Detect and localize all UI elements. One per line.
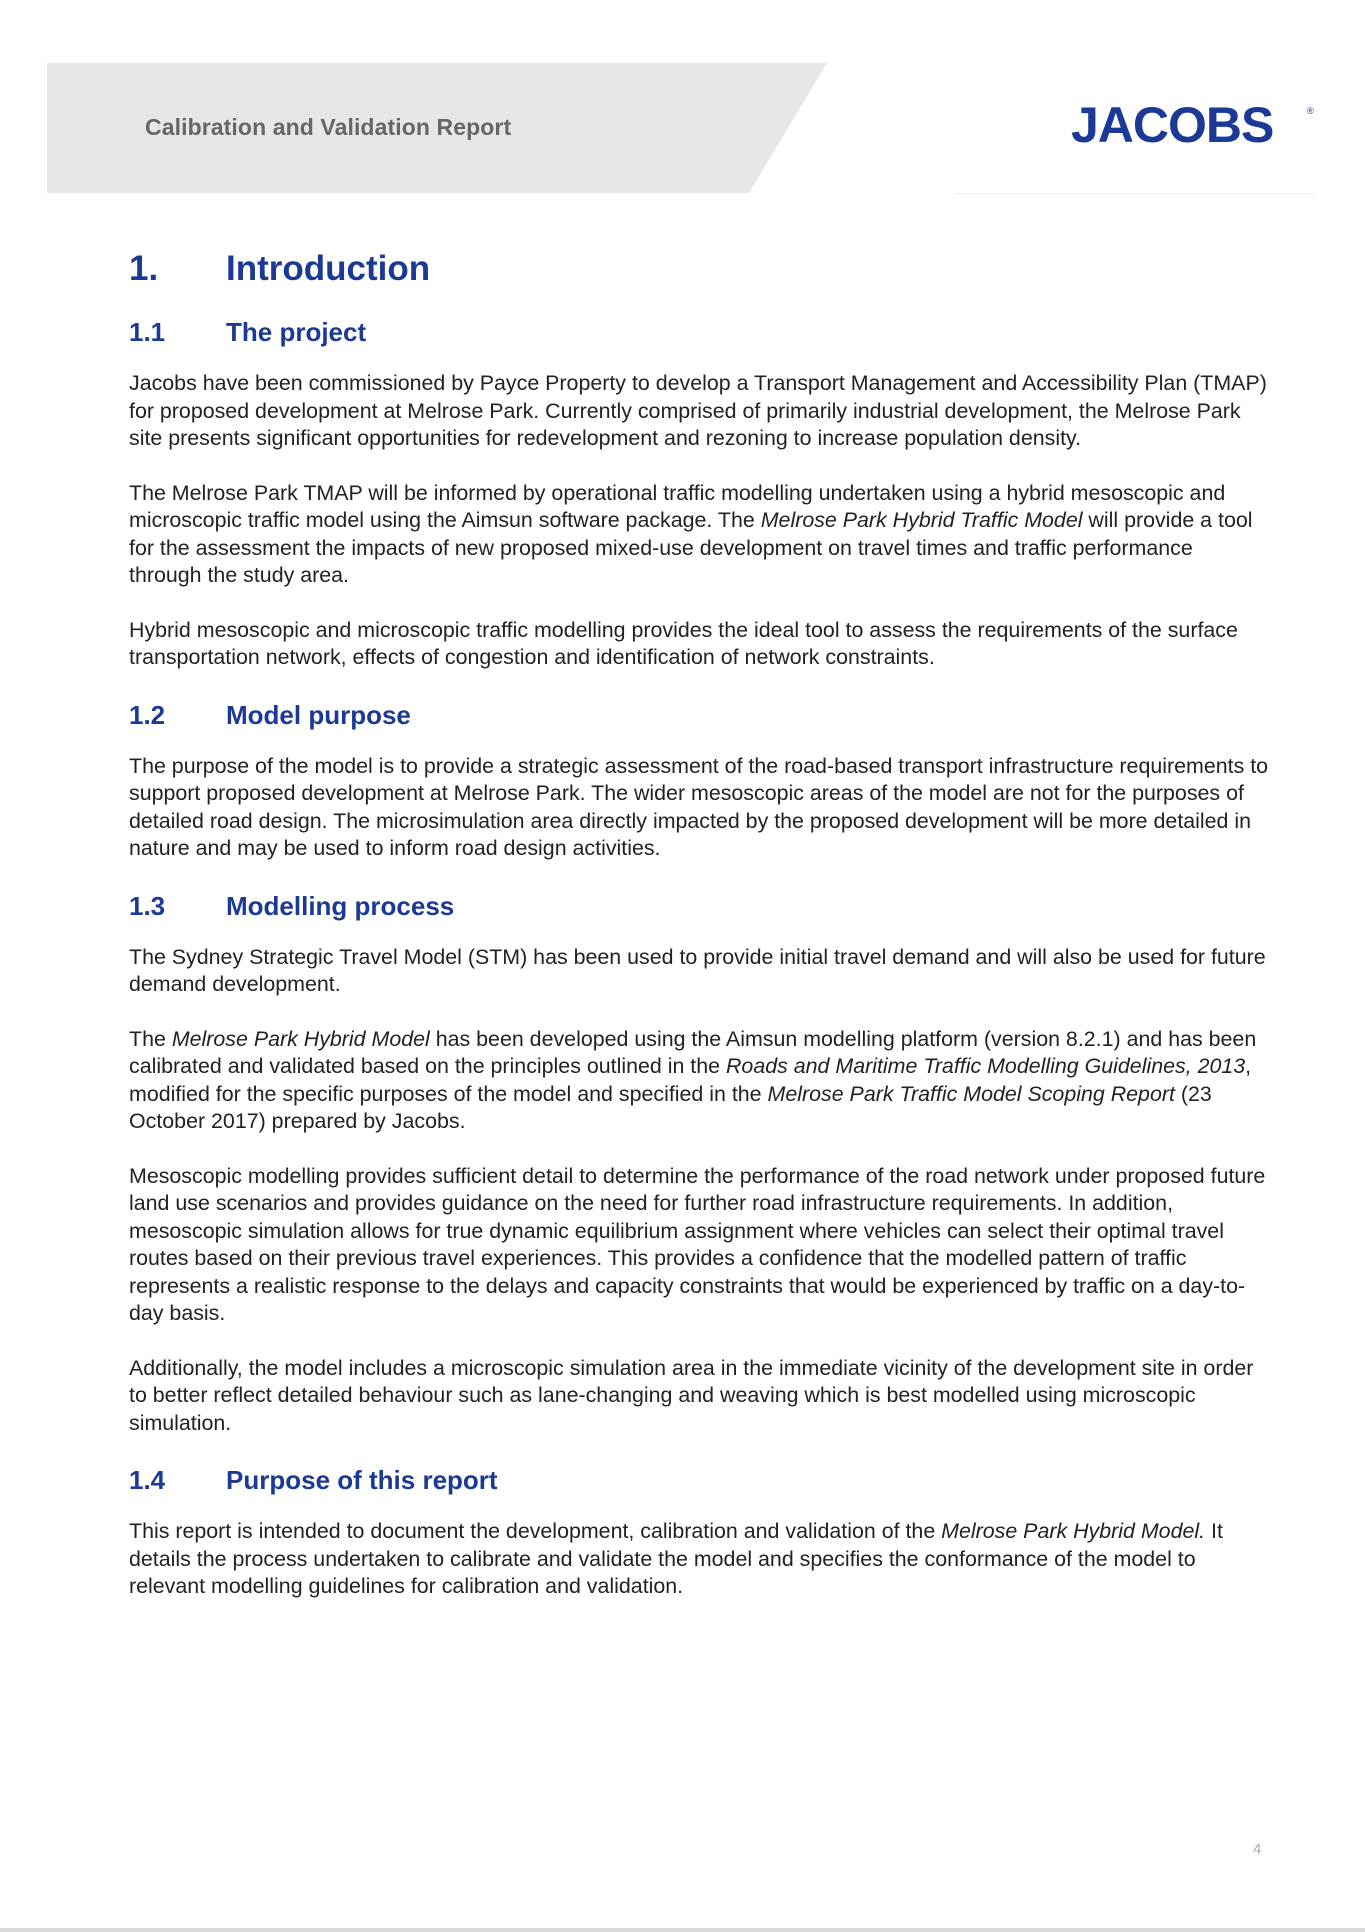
text-run: Hybrid mesoscopic and microscopic traffic modelling provides the ideal tool to assess the requirements of the surface transportation network, effects of congestion and identification of network constraints. (129, 617, 1238, 669)
section-number: 1.3 (129, 890, 166, 921)
section-number: 1.1 (129, 317, 166, 347)
italic-run: Melrose Park Traffic Model Scoping Report (767, 1081, 1175, 1106)
text-run: The Melrose Park TMAP will be informed by operational traffic modelling undertaken using a hybrid mesoscopic and microscopic traffic model using the Aimsun software package. The (129, 480, 1226, 532)
section-title: Purpose of this report (226, 1465, 498, 1495)
text-run: The Sydney Strategic Travel Model (STM) has been used to provide initial travel demand and will also be used for future demand development. (129, 944, 1266, 996)
text-run: It details the process undertaken to calibrate and validate the model and specifies the conformance of the model to relevant modelling guidelines for calibration and validation. (129, 1519, 1223, 1598)
text-run: This report is intended to document the development, calibration and validation of the (129, 1519, 942, 1543)
paragraph (129, 617, 1269, 672)
text-run: The purpose of the model is to provide a strategic assessment of the road-based transport infrastructure requirements to support proposed development at Melrose Park. The wider mesoscopic areas of the model are not for the purposes of detailed road design. The microsimulation area directly impacted by the proposed development will be more detailed in nature and may be used to inform road design activities. (129, 753, 1269, 860)
section-heading (129, 1464, 1269, 1496)
section-number: 1.2 (129, 699, 166, 730)
text-run: (23 October 2017) prepared by Jacobs. (129, 1081, 1212, 1133)
page-number: 4 (1253, 1841, 1262, 1858)
section-title: The project (226, 317, 367, 347)
paragraph (129, 753, 1269, 863)
paragraph (129, 1355, 1269, 1438)
text-run: The (129, 1026, 172, 1051)
italic-run: Melrose Park Hybrid Traffic Model (760, 508, 1083, 532)
text-run: Additionally, the model includes a microscopic simulation area in the immediate vicinity of the development site in order to better reflect detailed behaviour such as lane-changing and weaving which is best modelled using microscopic simulation. (129, 1355, 1254, 1435)
header-divider (955, 193, 1315, 194)
chapter-title: Introduction (226, 249, 431, 288)
section-heading (129, 316, 1269, 348)
section-title: Modelling process (226, 890, 455, 921)
section-purpose-of-report (129, 1464, 1269, 1601)
document-body (129, 246, 1269, 1628)
section-heading (129, 699, 1269, 731)
text-run: has been developed using the Aimsun modelling platform (version 8.2.1) and has been calibrated and validated based on the principles outlined in the (129, 1026, 1257, 1078)
paragraph (129, 480, 1269, 590)
paragraph (129, 1026, 1269, 1136)
chapter-heading (129, 246, 1269, 292)
text-run: , modified for the specific purposes of the model and specified in the (129, 1054, 1252, 1106)
text-run: will provide a tool for the assessment the impacts of new proposed mixed-use development on travel times and traffic performance through the study area. (129, 508, 1253, 587)
chapter-number: 1. (129, 249, 159, 288)
logo-registered-mark: ® (1307, 106, 1314, 116)
section-number: 1.4 (129, 1465, 166, 1495)
report-title: Calibration and Validation Report (145, 114, 512, 140)
italic-run: Melrose Park Hybrid Model (171, 1026, 430, 1051)
paragraph (129, 1163, 1269, 1328)
italic-run: Melrose Park Hybrid Model. (941, 1519, 1206, 1543)
paragraph (129, 370, 1269, 453)
jacobs-logo: JACOBS (1071, 97, 1274, 153)
section-title: Model purpose (226, 699, 411, 730)
paragraph (129, 944, 1269, 999)
text-run: Mesoscopic modelling provides sufficient detail to determine the performance of the road network under proposed future land use scenarios and provides guidance on the need for further road infrastructure requirements. In addition, mesoscopic simulation allows for true dynamic equilibrium assignment where vehicles can select their optimal travel routes based on their previous travel experiences. This provides a confidence that the modelled pattern of traffic represents a realistic response to the delays and capacity constraints that would be experienced by traffic on a day-to-day basis. (129, 1163, 1266, 1325)
section-heading (129, 890, 1269, 922)
bottom-rule (0, 1928, 1365, 1932)
section-the-project (129, 316, 1269, 672)
italic-run: Roads and Maritime Traffic Modelling Guidelines, 2013 (725, 1054, 1246, 1078)
section-model-purpose (129, 699, 1269, 863)
text-run: Jacobs have been commissioned by Payce Property to develop a Transport Management and Accessibility Plan (TMAP) for proposed development at Melrose Park. Currently comprised of primarily industrial development, the Melrose Park site presents significant opportunities for redevelopment and rezoning to increase population density. (129, 371, 1267, 450)
section-modelling-process (129, 890, 1269, 1438)
paragraph (129, 1518, 1269, 1601)
